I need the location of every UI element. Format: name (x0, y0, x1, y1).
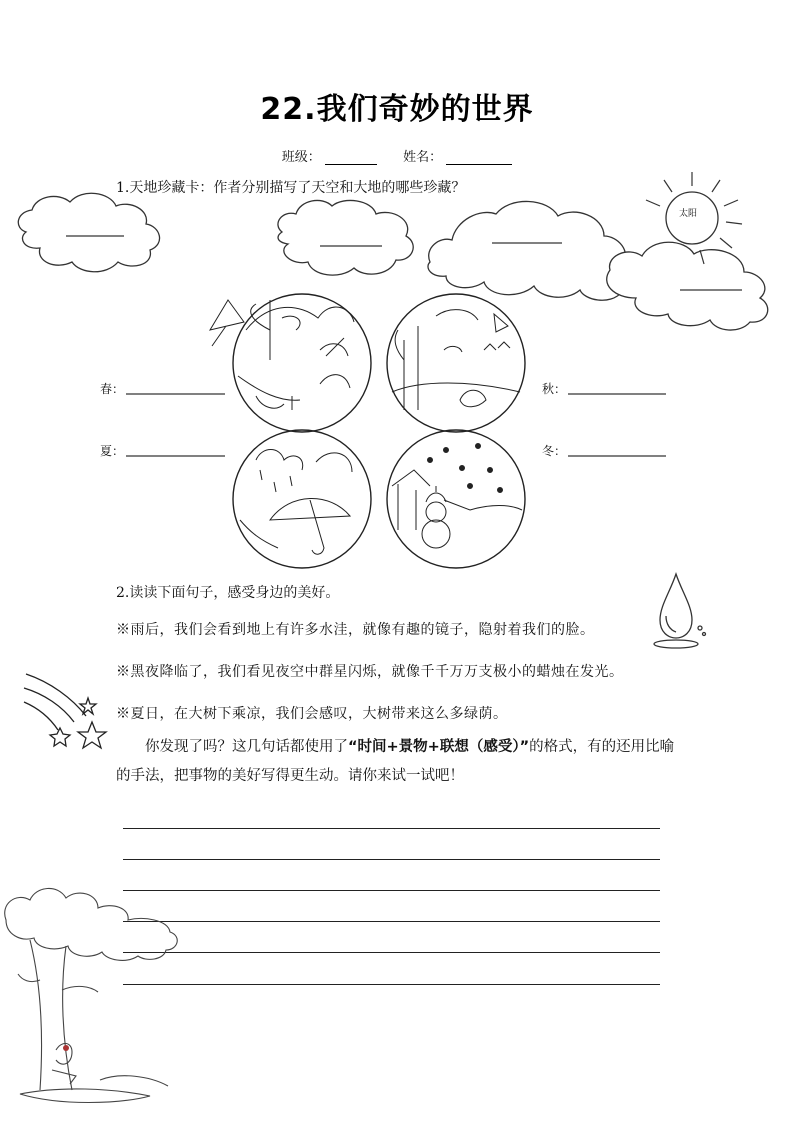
autumn-scene (392, 310, 520, 410)
spring-label: 春： (100, 382, 125, 396)
star-icon (50, 728, 70, 746)
writing-line[interactable] (123, 828, 660, 829)
paragraph-text-after: 的格式，有的还用比喻的手法，把事物的美好写得更生动。请你来试一试吧！ (116, 739, 675, 784)
water-drop-illustration (648, 572, 708, 652)
autumn-label: 秋： (542, 382, 567, 396)
winter-label: 冬： (542, 444, 567, 458)
shooting-stars-illustration (20, 668, 120, 768)
class-label: 班级： (281, 150, 321, 165)
sentence-3: ※夏日，在大树下乘凉，我们会感叹，大树带来这么多绿荫。 (116, 706, 508, 722)
question-1-prompt: 1.天地珍藏卡：作者分别描写了天空和大地的哪些珍藏？ (116, 180, 466, 196)
tree-canopy (5, 888, 178, 960)
sun-label: 太阳 (679, 209, 698, 219)
summer-label: 夏： (100, 444, 125, 458)
winter-circle (387, 430, 525, 568)
winter-scene (392, 444, 522, 549)
water-drop-icon (660, 574, 692, 638)
writing-line[interactable] (123, 952, 660, 953)
tree-trunk (30, 940, 72, 1090)
explanation-paragraph (116, 733, 686, 791)
name-label: 姓名： (403, 150, 443, 165)
writing-line[interactable] (123, 921, 660, 922)
paragraph-text-before: 你发现了吗？这几句话都使用了 (145, 739, 348, 755)
spring-scene (210, 300, 354, 410)
sentence-2: ※黑夜降临了，我们看见夜空中群星闪烁，就像千千万万支极小的蜡烛在发光。 (116, 664, 624, 680)
tree-illustration (0, 880, 200, 1120)
autumn-circle (387, 294, 525, 432)
writing-line[interactable] (123, 859, 660, 860)
paragraph-pattern: “时间+景物+联想（感受）” (348, 739, 530, 755)
writing-line[interactable] (123, 890, 660, 891)
summer-scene (240, 450, 352, 555)
question-2-prompt: 2.读读下面句子，感受身边的美好。 (116, 585, 340, 601)
sentence-1: ※雨后，我们会看到地上有许多水洼，就像有趣的镜子，隐射着我们的脸。 (116, 622, 595, 638)
star-icon (78, 722, 106, 748)
writing-line[interactable] (123, 984, 660, 985)
page-title: 22.我们奇妙的世界 (260, 92, 534, 127)
